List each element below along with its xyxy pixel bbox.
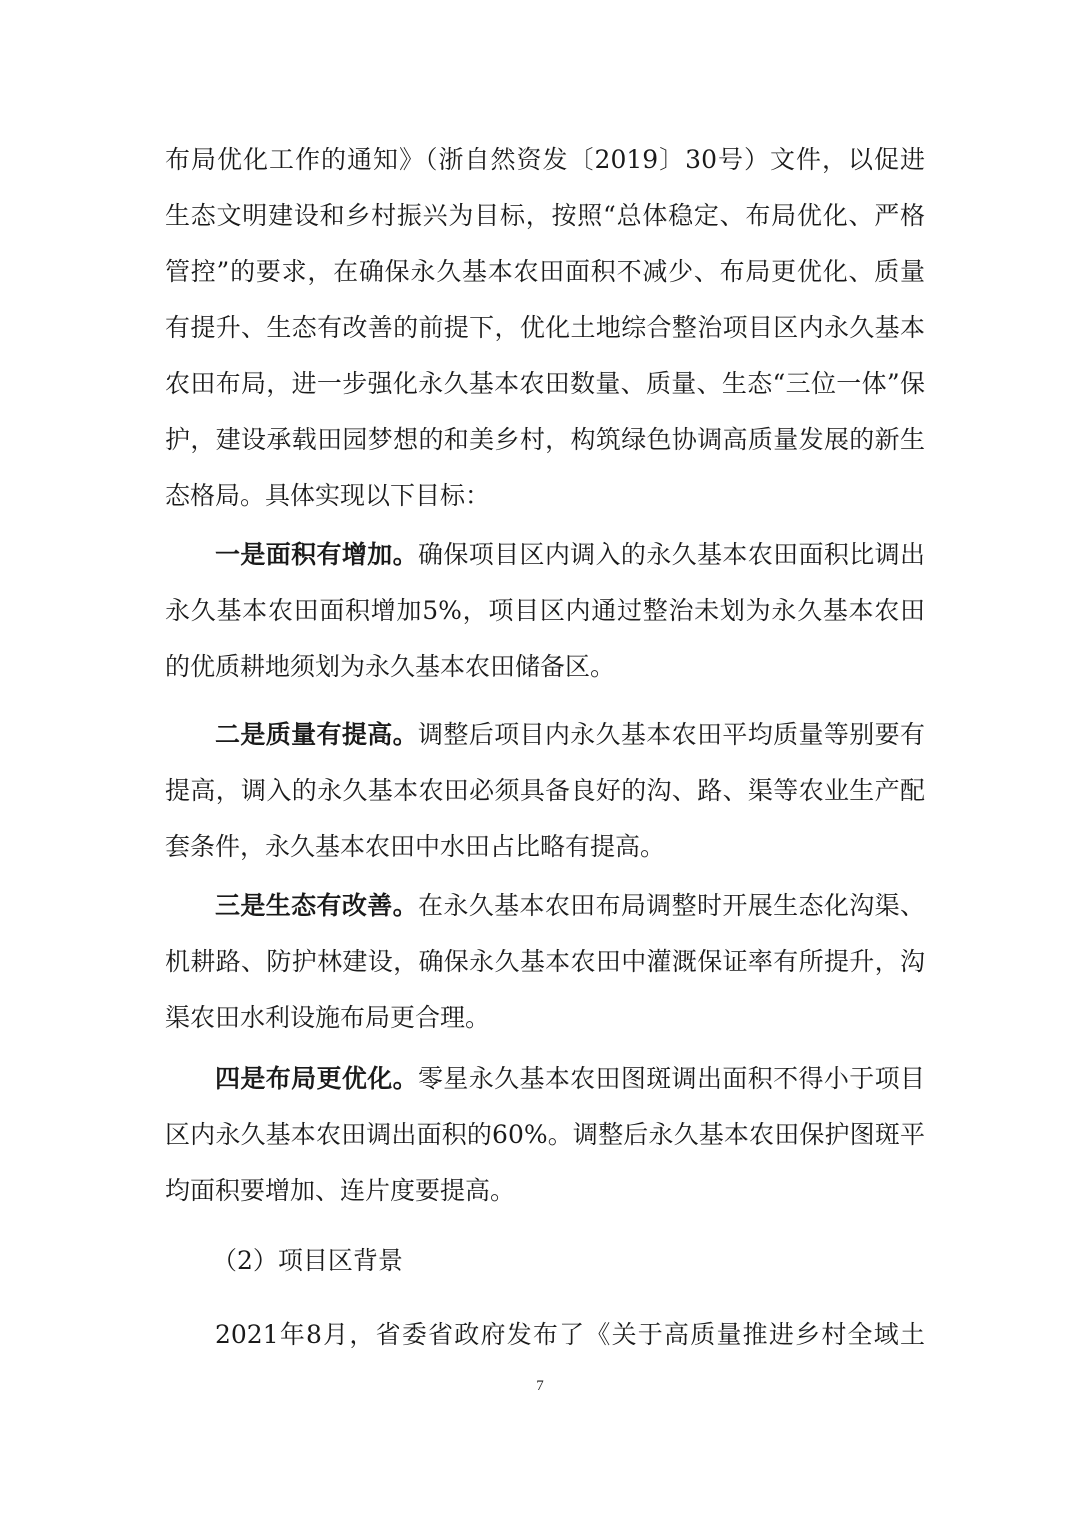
paragraph-lead: 二是质量有提高。 xyxy=(215,720,418,749)
text-line: 管控”的要求，在确保永久基本农田面积不减少、布局更优化、质量 xyxy=(165,257,925,286)
text-line: 机耕路、防护林建设，确保永久基本农田中灌溉保证率有所提升，沟 xyxy=(165,947,925,976)
text-line: 2021年8月，省委省政府发布了《关于高质量推进乡村全域土 xyxy=(215,1320,925,1349)
paragraph-first-line xyxy=(215,1062,925,1096)
text-line: 态格局。具体实现以下目标： xyxy=(165,481,491,510)
paragraph-lead: 一是面积有增加。 xyxy=(215,540,418,569)
text-line: 均面积要增加、连片度要提高。 xyxy=(165,1176,516,1205)
page-number: 7 xyxy=(536,1378,544,1394)
text-line: 永久基本农田面积增加5%，项目区内通过整治未划为永久基本农田 xyxy=(165,596,925,625)
paragraph-text: 调整后项目内永久基本农田平均质量等别要有 xyxy=(417,720,925,749)
paragraph-first-line xyxy=(215,538,925,572)
section-heading: （2）项目区背景 xyxy=(212,1246,403,1275)
text-line: 的优质耕地须划为永久基本农田储备区。 xyxy=(165,652,616,681)
text-line: 区内永久基本农田调出面积的60%。调整后永久基本农田保护图斑平 xyxy=(165,1120,925,1149)
paragraph-first-line xyxy=(215,889,925,923)
text-line: 渠农田水利设施布局更合理。 xyxy=(165,1003,491,1032)
paragraph-text: 在永久基本农田布局调整时开展生态化沟渠、 xyxy=(417,891,925,920)
paragraph-text: 确保项目区内调入的永久基本农田面积比调出 xyxy=(417,540,925,569)
text-line: 生态文明建设和乡村振兴为目标，按照“总体稳定、布局优化、严格 xyxy=(165,201,925,230)
paragraph-text: 零星永久基本农田图斑调出面积不得小于项目 xyxy=(417,1064,925,1093)
text-line: 布局优化工作的通知》（浙自然资发〔2019〕30号）文件，以促进 xyxy=(165,145,925,174)
text-line: 护，建设承载田园梦想的和美乡村，构筑绿色协调高质量发展的新生 xyxy=(165,425,925,454)
text-line: 农田布局，进一步强化永久基本农田数量、质量、生态“三位一体”保 xyxy=(165,369,925,398)
text-line: 有提升、生态有改善的前提下，优化土地综合整治项目区内永久基本 xyxy=(165,313,925,342)
text-line: 提高，调入的永久基本农田必须具备良好的沟、路、渠等农业生产配 xyxy=(165,776,925,805)
paragraph-lead: 四是布局更优化。 xyxy=(215,1064,418,1093)
text-line: 套条件，永久基本农田中水田占比略有提高。 xyxy=(165,832,666,861)
paragraph-first-line xyxy=(215,718,925,752)
paragraph-lead: 三是生态有改善。 xyxy=(215,891,418,920)
